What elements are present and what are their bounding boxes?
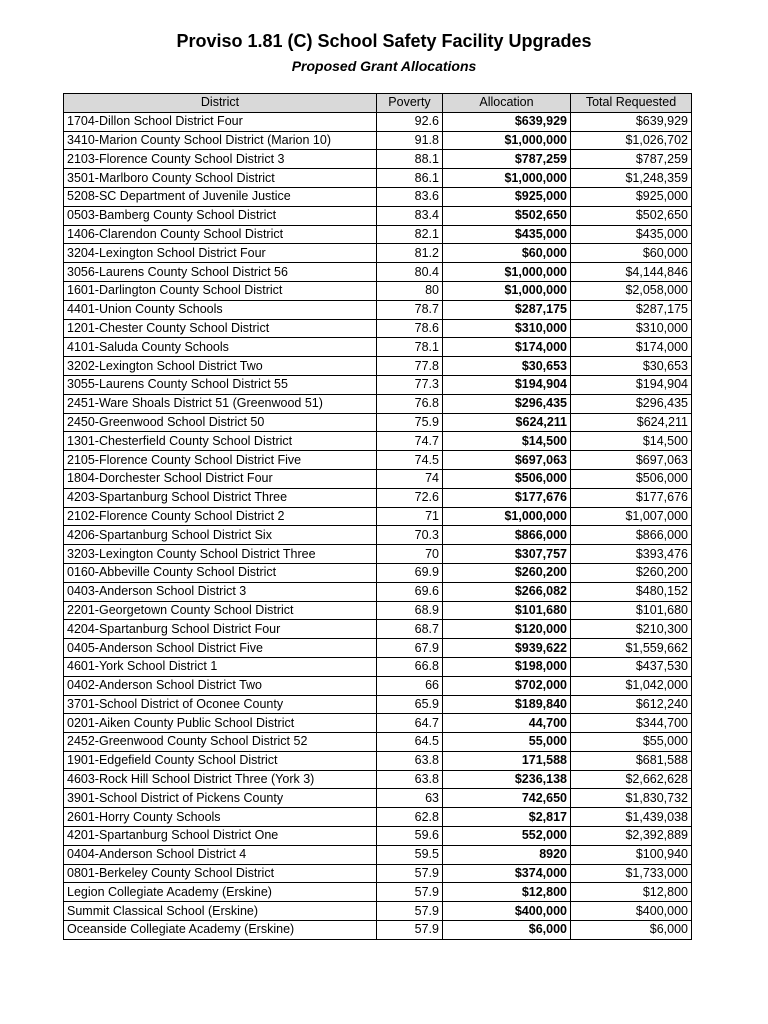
poverty-cell: 57.9	[377, 921, 443, 940]
district-cell: 0201-Aiken County Public School District	[64, 714, 377, 733]
total-requested-cell: $4,144,846	[571, 263, 692, 282]
table-row	[64, 206, 692, 225]
table-row	[64, 827, 692, 846]
district-cell: 4203-Spartanburg School District Three	[64, 488, 377, 507]
district-cell: 5208-SC Department of Juvenile Justice	[64, 187, 377, 206]
district-cell: 1704-Dillon School District Four	[64, 112, 377, 131]
district-cell: 1901-Edgefield County School District	[64, 751, 377, 770]
table-row	[64, 187, 692, 206]
poverty-cell: 88.1	[377, 150, 443, 169]
table-row	[64, 469, 692, 488]
table-row	[64, 263, 692, 282]
total-requested-cell: $1,007,000	[571, 507, 692, 526]
district-cell: 0160-Abbeville County School District	[64, 563, 377, 582]
table-row	[64, 902, 692, 921]
allocation-cell: $866,000	[443, 526, 571, 545]
allocation-cell: $307,757	[443, 545, 571, 564]
allocation-cell: $502,650	[443, 206, 571, 225]
table-row	[64, 225, 692, 244]
allocation-cell: $2,817	[443, 808, 571, 827]
district-cell: 2450-Greenwood School District 50	[64, 413, 377, 432]
district-cell: 1601-Darlington County School District	[64, 281, 377, 300]
allocation-cell: $194,904	[443, 375, 571, 394]
district-cell: 0404-Anderson School District 4	[64, 845, 377, 864]
poverty-cell: 78.1	[377, 338, 443, 357]
total-requested-cell: $260,200	[571, 563, 692, 582]
table-row	[64, 488, 692, 507]
poverty-cell: 72.6	[377, 488, 443, 507]
total-requested-cell: $925,000	[571, 187, 692, 206]
table-row	[64, 733, 692, 752]
table-row	[64, 883, 692, 902]
allocation-cell: $174,000	[443, 338, 571, 357]
district-cell: 4603-Rock Hill School District Three (York 3)	[64, 770, 377, 789]
total-requested-cell: $60,000	[571, 244, 692, 263]
total-requested-cell: $287,175	[571, 300, 692, 319]
poverty-cell: 64.7	[377, 714, 443, 733]
total-requested-cell: $502,650	[571, 206, 692, 225]
table-row	[64, 432, 692, 451]
table-row	[64, 770, 692, 789]
allocation-cell: $30,653	[443, 357, 571, 376]
table-row	[64, 394, 692, 413]
poverty-cell: 83.6	[377, 187, 443, 206]
document-subtitle: Proposed Grant Allocations	[291, 58, 477, 74]
table-row	[64, 281, 692, 300]
allocation-cell: $400,000	[443, 902, 571, 921]
total-requested-cell: $30,653	[571, 357, 692, 376]
total-requested-cell: $2,058,000	[571, 281, 692, 300]
district-cell: Legion Collegiate Academy (Erskine)	[64, 883, 377, 902]
district-cell: 4201-Spartanburg School District One	[64, 827, 377, 846]
table-row	[64, 676, 692, 695]
total-requested-cell: $506,000	[571, 469, 692, 488]
table-row	[64, 639, 692, 658]
district-cell: 2451-Ware Shoals District 51 (Greenwood 51)	[64, 394, 377, 413]
poverty-cell: 86.1	[377, 169, 443, 188]
district-cell: 3202-Lexington School District Two	[64, 357, 377, 376]
poverty-cell: 64.5	[377, 733, 443, 752]
total-requested-cell: $310,000	[571, 319, 692, 338]
total-requested-cell: $177,676	[571, 488, 692, 507]
total-requested-cell: $174,000	[571, 338, 692, 357]
total-requested-cell: $437,530	[571, 657, 692, 676]
district-cell: Oceanside Collegiate Academy (Erskine)	[64, 921, 377, 940]
column-header-district: District	[64, 94, 377, 113]
poverty-cell: 59.5	[377, 845, 443, 864]
allocation-cell: 8920	[443, 845, 571, 864]
column-header-allocation: Allocation	[443, 94, 571, 113]
poverty-cell: 57.9	[377, 864, 443, 883]
poverty-cell: 70.3	[377, 526, 443, 545]
district-cell: 2452-Greenwood County School District 52	[64, 733, 377, 752]
district-cell: 0402-Anderson School District Two	[64, 676, 377, 695]
poverty-cell: 80.4	[377, 263, 443, 282]
district-cell: 0801-Berkeley County School District	[64, 864, 377, 883]
allocation-cell: $101,680	[443, 601, 571, 620]
total-requested-cell: $1,830,732	[571, 789, 692, 808]
total-requested-cell: $624,211	[571, 413, 692, 432]
poverty-cell: 78.7	[377, 300, 443, 319]
table-row	[64, 357, 692, 376]
district-cell: 3501-Marlboro County School District	[64, 169, 377, 188]
table-row	[64, 526, 692, 545]
table-row	[64, 338, 692, 357]
total-requested-cell: $697,063	[571, 451, 692, 470]
table-row	[64, 714, 692, 733]
allocation-cell: $702,000	[443, 676, 571, 695]
poverty-cell: 59.6	[377, 827, 443, 846]
district-cell: 1406-Clarendon County School District	[64, 225, 377, 244]
allocation-cell: $1,000,000	[443, 263, 571, 282]
poverty-cell: 66	[377, 676, 443, 695]
table-row	[64, 244, 692, 263]
table-row	[64, 789, 692, 808]
district-cell: 0503-Bamberg County School District	[64, 206, 377, 225]
poverty-cell: 77.3	[377, 375, 443, 394]
poverty-cell: 81.2	[377, 244, 443, 263]
allocation-cell: $60,000	[443, 244, 571, 263]
allocation-cell: $177,676	[443, 488, 571, 507]
table-row	[64, 563, 692, 582]
table-row	[64, 808, 692, 827]
poverty-cell: 91.8	[377, 131, 443, 150]
table-row	[64, 507, 692, 526]
total-requested-cell: $1,559,662	[571, 639, 692, 658]
total-requested-cell: $296,435	[571, 394, 692, 413]
table-header-row	[64, 94, 692, 113]
total-requested-cell: $681,588	[571, 751, 692, 770]
allocation-cell: 44,700	[443, 714, 571, 733]
table-row	[64, 131, 692, 150]
poverty-cell: 71	[377, 507, 443, 526]
allocation-cell: $189,840	[443, 695, 571, 714]
allocation-cell: $198,000	[443, 657, 571, 676]
poverty-cell: 74	[377, 469, 443, 488]
total-requested-cell: $210,300	[571, 620, 692, 639]
district-cell: Summit Classical School (Erskine)	[64, 902, 377, 921]
table-row	[64, 582, 692, 601]
table-body	[64, 112, 692, 939]
district-cell: 2102-Florence County School District 2	[64, 507, 377, 526]
poverty-cell: 76.8	[377, 394, 443, 413]
poverty-cell: 69.6	[377, 582, 443, 601]
district-cell: 1301-Chesterfield County School District	[64, 432, 377, 451]
poverty-cell: 65.9	[377, 695, 443, 714]
poverty-cell: 68.7	[377, 620, 443, 639]
column-header-total-requested: Total Requested	[571, 94, 692, 113]
district-cell: 3701-School District of Oconee County	[64, 695, 377, 714]
total-requested-cell: $400,000	[571, 902, 692, 921]
district-cell: 4401-Union County Schools	[64, 300, 377, 319]
total-requested-cell: $787,259	[571, 150, 692, 169]
table-row	[64, 169, 692, 188]
table-row	[64, 545, 692, 564]
total-requested-cell: $194,904	[571, 375, 692, 394]
document-title: Proviso 1.81 (C) School Safety Facility Upgrades	[176, 31, 592, 51]
district-cell: 2201-Georgetown County School District	[64, 601, 377, 620]
table-row	[64, 864, 692, 883]
allocation-cell: $236,138	[443, 770, 571, 789]
poverty-cell: 82.1	[377, 225, 443, 244]
allocation-cell: $435,000	[443, 225, 571, 244]
allocation-cell: $120,000	[443, 620, 571, 639]
allocation-cell: $6,000	[443, 921, 571, 940]
total-requested-cell: $101,680	[571, 601, 692, 620]
total-requested-cell: $639,929	[571, 112, 692, 131]
table-row	[64, 413, 692, 432]
poverty-cell: 77.8	[377, 357, 443, 376]
table-row	[64, 300, 692, 319]
table-row	[64, 921, 692, 940]
district-cell: 0403-Anderson School District 3	[64, 582, 377, 601]
district-cell: 2105-Florence County School District Five	[64, 451, 377, 470]
poverty-cell: 57.9	[377, 902, 443, 921]
poverty-cell: 92.6	[377, 112, 443, 131]
poverty-cell: 57.9	[377, 883, 443, 902]
district-cell: 2103-Florence County School District 3	[64, 150, 377, 169]
allocation-cell: $1,000,000	[443, 507, 571, 526]
allocation-cell: $939,622	[443, 639, 571, 658]
district-cell: 1201-Chester County School District	[64, 319, 377, 338]
total-requested-cell: $393,476	[571, 545, 692, 564]
allocation-cell: $14,500	[443, 432, 571, 451]
poverty-cell: 74.7	[377, 432, 443, 451]
poverty-cell: 63.8	[377, 770, 443, 789]
allocation-cell: 742,650	[443, 789, 571, 808]
poverty-cell: 78.6	[377, 319, 443, 338]
allocation-cell: $1,000,000	[443, 131, 571, 150]
allocation-cell: 55,000	[443, 733, 571, 752]
district-cell: 0405-Anderson School District Five	[64, 639, 377, 658]
district-cell: 3056-Laurens County School District 56	[64, 263, 377, 282]
poverty-cell: 75.9	[377, 413, 443, 432]
district-cell: 4206-Spartanburg School District Six	[64, 526, 377, 545]
poverty-cell: 74.5	[377, 451, 443, 470]
total-requested-cell: $1,439,038	[571, 808, 692, 827]
table-row	[64, 112, 692, 131]
allocation-cell: $260,200	[443, 563, 571, 582]
total-requested-cell: $2,392,889	[571, 827, 692, 846]
district-cell: 3203-Lexington County School District Three	[64, 545, 377, 564]
allocation-cell: $266,082	[443, 582, 571, 601]
allocation-cell: 552,000	[443, 827, 571, 846]
table-row	[64, 695, 692, 714]
district-cell: 3204-Lexington School District Four	[64, 244, 377, 263]
table-row	[64, 751, 692, 770]
allocation-cell: 171,588	[443, 751, 571, 770]
district-cell: 4204-Spartanburg School District Four	[64, 620, 377, 639]
table-row	[64, 620, 692, 639]
poverty-cell: 80	[377, 281, 443, 300]
table-row	[64, 601, 692, 620]
total-requested-cell: $435,000	[571, 225, 692, 244]
table-row	[64, 657, 692, 676]
total-requested-cell: $12,800	[571, 883, 692, 902]
column-header-poverty: Poverty	[377, 94, 443, 113]
table-row	[64, 375, 692, 394]
poverty-cell: 83.4	[377, 206, 443, 225]
total-requested-cell: $2,662,628	[571, 770, 692, 789]
poverty-cell: 70	[377, 545, 443, 564]
total-requested-cell: $1,026,702	[571, 131, 692, 150]
table-row	[64, 150, 692, 169]
allocation-cell: $287,175	[443, 300, 571, 319]
total-requested-cell: $866,000	[571, 526, 692, 545]
table-row	[64, 845, 692, 864]
allocation-cell: $1,000,000	[443, 281, 571, 300]
district-cell: 4601-York School District 1	[64, 657, 377, 676]
district-cell: 2601-Horry County Schools	[64, 808, 377, 827]
total-requested-cell: $612,240	[571, 695, 692, 714]
allocation-cell: $787,259	[443, 150, 571, 169]
total-requested-cell: $344,700	[571, 714, 692, 733]
allocation-cell: $1,000,000	[443, 169, 571, 188]
table-row	[64, 451, 692, 470]
poverty-cell: 63	[377, 789, 443, 808]
allocation-cell: $639,929	[443, 112, 571, 131]
total-requested-cell: $55,000	[571, 733, 692, 752]
total-requested-cell: $1,042,000	[571, 676, 692, 695]
poverty-cell: 62.8	[377, 808, 443, 827]
allocation-cell: $506,000	[443, 469, 571, 488]
total-requested-cell: $14,500	[571, 432, 692, 451]
allocation-cell: $624,211	[443, 413, 571, 432]
total-requested-cell: $6,000	[571, 921, 692, 940]
allocation-cell: $296,435	[443, 394, 571, 413]
allocation-cell: $12,800	[443, 883, 571, 902]
total-requested-cell: $1,248,359	[571, 169, 692, 188]
allocation-cell: $310,000	[443, 319, 571, 338]
table-row	[64, 319, 692, 338]
district-cell: 1804-Dorchester School District Four	[64, 469, 377, 488]
poverty-cell: 69.9	[377, 563, 443, 582]
district-cell: 4101-Saluda County Schools	[64, 338, 377, 357]
district-cell: 3410-Marion County School District (Marion 10)	[64, 131, 377, 150]
poverty-cell: 67.9	[377, 639, 443, 658]
poverty-cell: 63.8	[377, 751, 443, 770]
district-cell: 3055-Laurens County School District 55	[64, 375, 377, 394]
district-cell: 3901-School District of Pickens County	[64, 789, 377, 808]
total-requested-cell: $1,733,000	[571, 864, 692, 883]
poverty-cell: 66.8	[377, 657, 443, 676]
allocation-cell: $374,000	[443, 864, 571, 883]
total-requested-cell: $480,152	[571, 582, 692, 601]
allocation-cell: $697,063	[443, 451, 571, 470]
total-requested-cell: $100,940	[571, 845, 692, 864]
allocation-cell: $925,000	[443, 187, 571, 206]
grant-allocations-table	[63, 93, 692, 940]
poverty-cell: 68.9	[377, 601, 443, 620]
